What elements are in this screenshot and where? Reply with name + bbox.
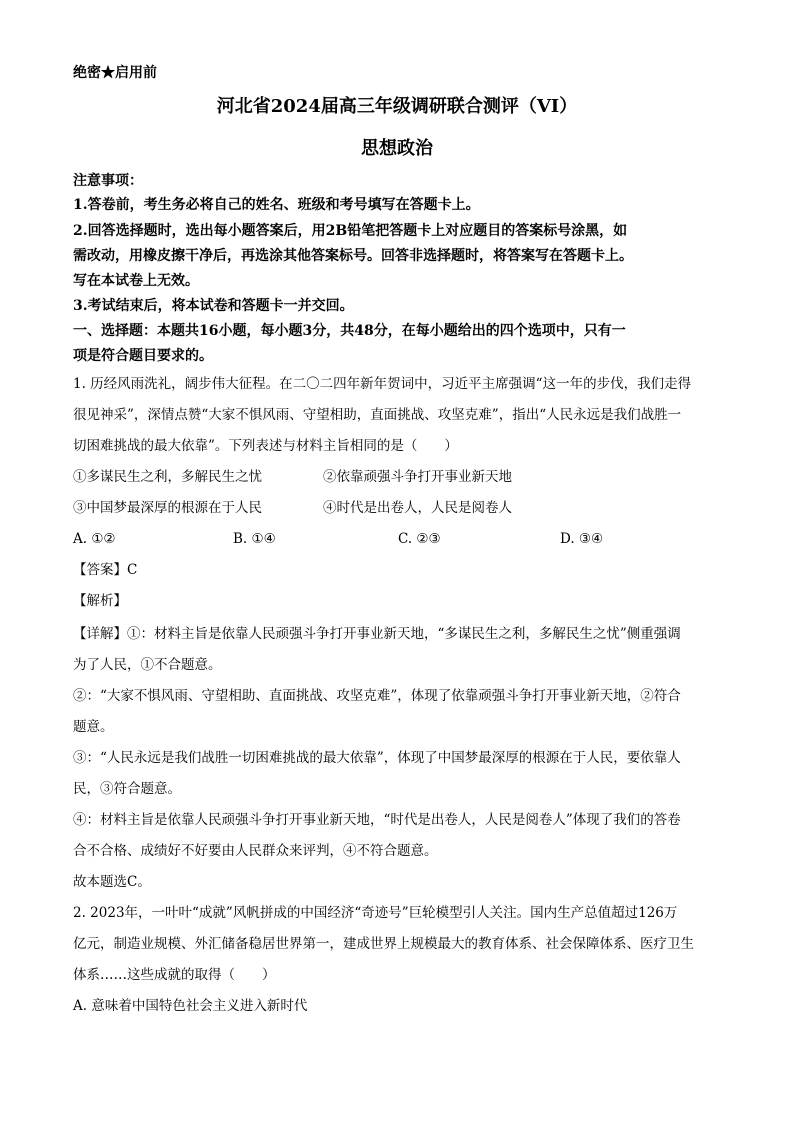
q1-conclusion: 故本题选C。	[73, 874, 151, 890]
notes-item-3: 3.考试结束后，将本试卷和答题卡一并交回。	[73, 298, 354, 314]
q1-detail-line-6: 民，③符合题意。	[73, 781, 181, 797]
notes-item-2-line-3: 写在本试卷上无效。	[73, 273, 199, 289]
q1-stem-line-2: 很见神采”，深情点赞“大家不惧风雨、守望相助，直面挑战、攻坚克难”，指出“人民永远是我们战胜一	[73, 407, 682, 423]
subject-title: 思想政治	[361, 138, 433, 159]
q2-stem-line-1: 2. 2023年，一叶叶“成就”风帆拼成的中国经济“奇迹号”巨轮模型引人关注。国内生产总值超过126万	[73, 905, 678, 921]
q1-option-3: ③中国梦最深厚的根源在于人民	[73, 500, 262, 516]
q1-stem-line-1: 1. 历经风雨洗礼，阔步伟大征程。在二〇二四年新年贺词中，习近平主席强调“这一年的步伐，我们走得	[73, 376, 692, 392]
notes-item-1: 1.答卷前，考生务必将自己的姓名、班级和考号填写在答题卡上。	[73, 197, 480, 213]
q1-option-2: ②依靠顽强斗争打开事业新天地	[323, 469, 512, 485]
notes-item-2-line-2: 需改动，用橡皮擦干净后，再选涂其他答案标号。回答非选择题时，将答案写在答题卡上。	[73, 248, 633, 264]
q1-analysis-label: 【解析】	[73, 593, 127, 609]
q1-detail-line-7: ④：材料主旨是依靠人民顽强斗争打开事业新天地，“时代是出卷人，人民是阅卷人”体现了我们的答卷	[73, 812, 681, 828]
q1-detail-line-3: ②：“大家不惧风雨、守望相助、直面挑战、攻坚克难”，体现了依靠顽强斗争打开事业新天地，②符合	[73, 688, 681, 704]
q2-option-a: A. 意味着中国特色社会主义进入新时代	[73, 998, 308, 1014]
q1-stem-line-3: 切困难挑战的最大依靠”。下列表述与材料主旨相同的是（ ）	[73, 438, 458, 454]
q1-option-4: ④时代是出卷人，人民是阅卷人	[323, 500, 512, 516]
section-heading-line-1: 一、选择题：本题共16小题，每小题3分，共48分，在每小题给出的四个选项中，只有一	[73, 323, 626, 339]
q1-answer: 【答案】C	[73, 562, 138, 578]
notes-heading: 注意事项：	[73, 173, 143, 189]
section-heading-line-2: 项是符合题目要求的。	[73, 348, 213, 364]
q1-detail-line-1: 【详解】①：材料主旨是依靠人民顽强斗争打开事业新天地，“多谋民生之利，多解民生之忧”侧重强调	[73, 626, 681, 642]
q1-option-1: ①多谋民生之利，多解民生之忧	[73, 469, 262, 485]
q1-detail-line-2: 为了人民，①不合题意。	[73, 657, 222, 673]
q1-choice-b: B. ①④	[233, 531, 276, 547]
q1-choice-d: D. ③④	[560, 531, 604, 547]
q1-detail-line-8: 合不合格、成绩好不好要由人民群众来评判，④不符合题意。	[73, 843, 438, 859]
q1-detail-line-4: 题意。	[73, 719, 114, 735]
q2-stem-line-2: 亿元，制造业规模、外汇储备稳居世界第一，建成世界上规模最大的教育体系、社会保障体系、医疗卫生	[73, 936, 694, 952]
q2-stem-line-3: 体系……这些成就的取得（ ）	[73, 967, 276, 983]
exam-title: 河北省2024届高三年级调研联合测评（VI）	[216, 96, 578, 117]
q1-detail-line-5: ③：“人民永远是我们战胜一切困难挑战的最大依靠”，体现了中国梦最深厚的根源在于人民，要依靠人	[73, 750, 681, 766]
notes-item-2-line-1: 2.回答选择题时，选出每小题答案后，用2B铅笔把答题卡上对应题目的答案标号涂黑，如	[73, 223, 628, 239]
confidential-label: 绝密★启用前	[73, 65, 157, 81]
q1-choice-c: C. ②③	[398, 531, 441, 547]
q1-choice-a: A. ①②	[73, 531, 116, 547]
